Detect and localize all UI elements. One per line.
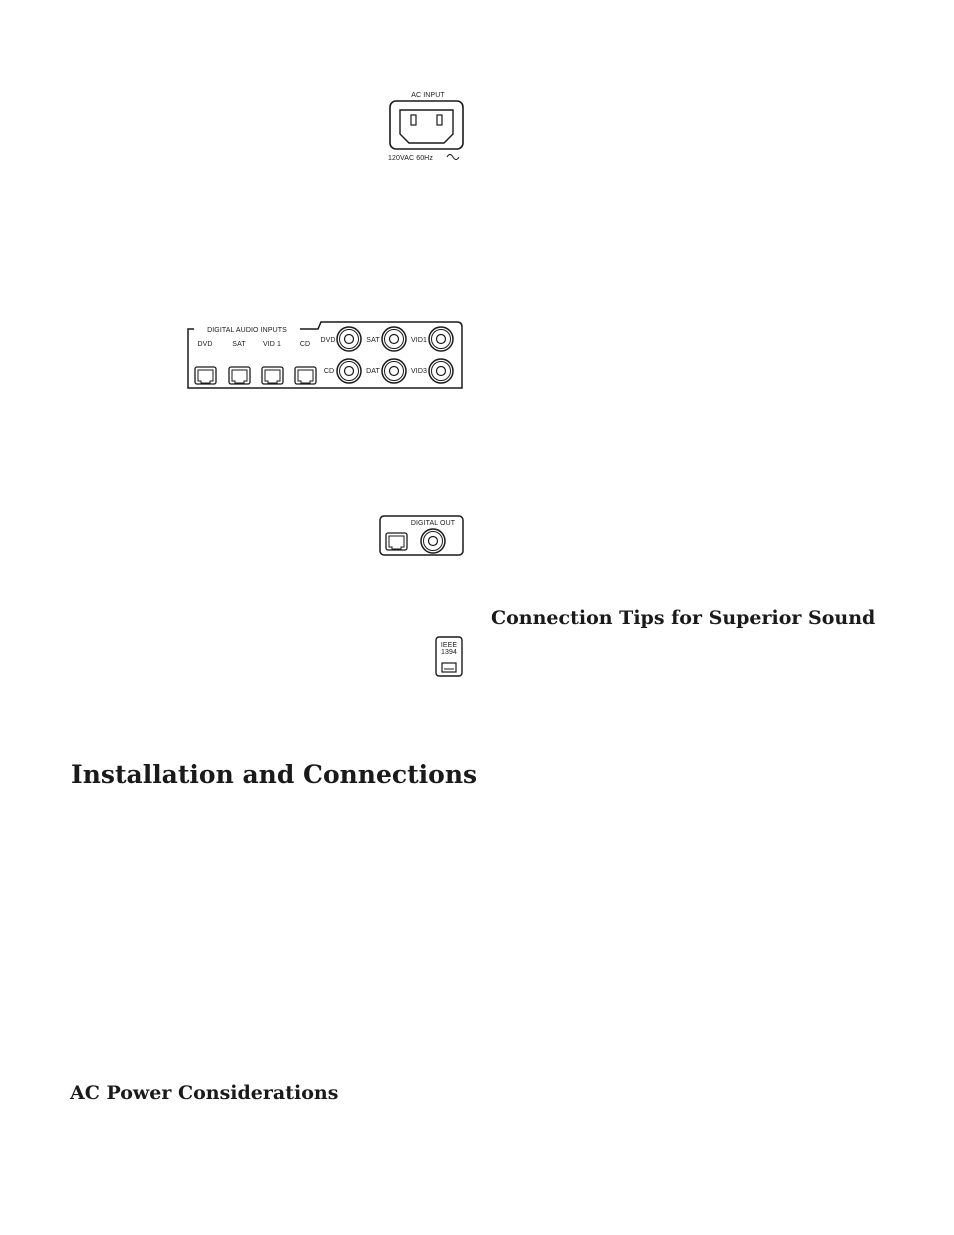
optical-jack-icon	[386, 533, 407, 550]
coax-jack-icon	[429, 327, 453, 351]
ieee-label-line1: IEEE	[440, 642, 458, 649]
ac-input-illustration	[386, 88, 468, 164]
coax-jack-icon	[382, 359, 406, 383]
digital-inputs-illustration	[186, 320, 466, 394]
ieee-1394-panel	[434, 635, 466, 679]
ieee-label-line2: 1394	[441, 649, 457, 656]
optical-jack-icon	[229, 367, 250, 384]
digital-out-title: DIGITAL OUT	[410, 520, 456, 527]
ieee-1394-illustration	[434, 635, 466, 679]
coax-label-dvd: DVD	[320, 337, 336, 344]
ac-input-rating: 120VAC 60Hz	[388, 155, 433, 162]
connection-tips-heading: Connection Tips for Superior Sound	[491, 607, 876, 629]
installation-heading: Installation and Connections	[71, 760, 478, 789]
ac-power-heading: AC Power Considerations	[70, 1082, 339, 1104]
coax-jack-icon	[337, 359, 361, 383]
coax-jack-icon	[429, 359, 453, 383]
optical-label-dvd: DVD	[197, 341, 213, 348]
coax-label-dat: DAT	[366, 368, 380, 375]
digital-out-panel	[378, 514, 466, 558]
optical-label-sat: SAT	[232, 341, 246, 348]
ac-input-title: AC INPUT	[411, 92, 445, 99]
coax-label-cd: CD	[323, 368, 335, 375]
coax-label-sat: SAT	[366, 337, 380, 344]
optical-label-vid1: VID 1	[262, 341, 282, 348]
coax-label-vid1: VID1	[411, 337, 427, 344]
optical-jack-icon	[262, 367, 283, 384]
coax-label-vid3: VID3	[411, 368, 427, 375]
optical-label-cd: CD	[299, 341, 311, 348]
firewire-port-icon	[442, 663, 456, 672]
coax-jack-icon	[337, 327, 361, 351]
digital-audio-inputs-panel	[186, 320, 466, 394]
ac-wave-icon	[447, 155, 459, 160]
digital-inputs-title: DIGITAL AUDIO INPUTS	[207, 327, 287, 334]
ac-input-panel	[386, 88, 468, 164]
digital-out-illustration	[378, 514, 466, 558]
optical-jack-icon	[195, 367, 216, 384]
optical-jack-icon	[295, 367, 316, 384]
coax-jack-icon	[382, 327, 406, 351]
coax-jack-icon	[421, 529, 445, 553]
